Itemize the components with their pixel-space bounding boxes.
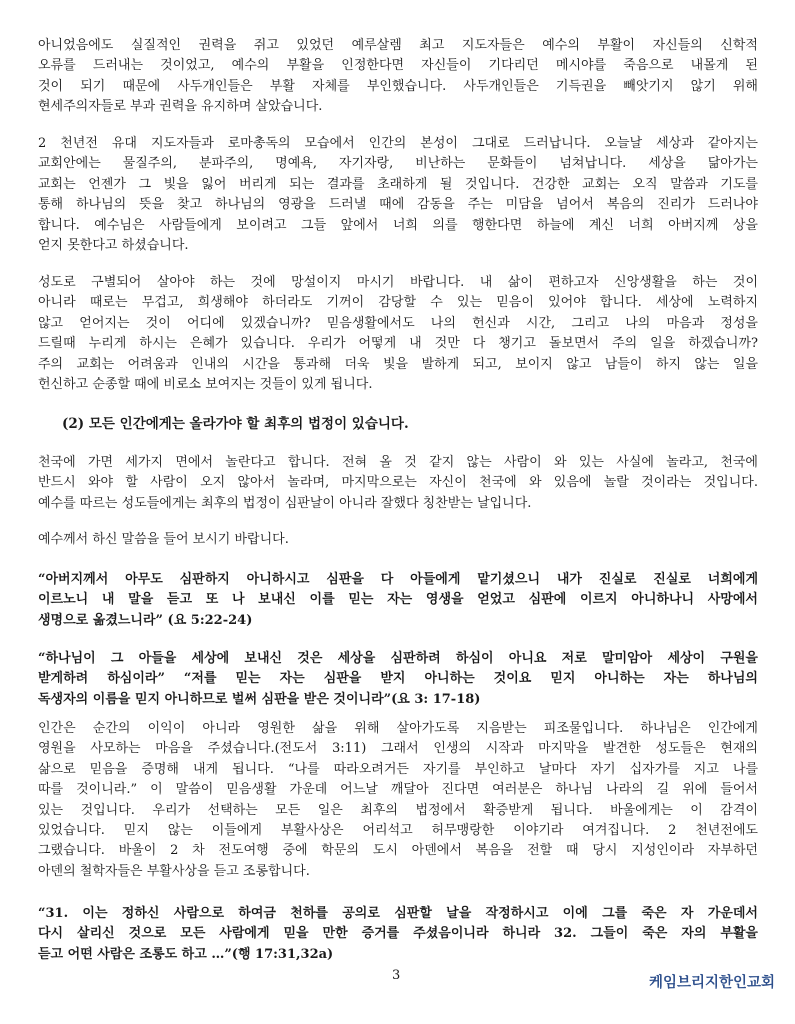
text-line: 생명으로 옮겼느니라” (요 5:22-24) [38, 612, 253, 628]
text-line: 합니다. 예수님은 사람들에게 보이려고 그들 앞에서 너희 의를 행한다면 하늘에 계신 너희 아버지께 상을 [38, 217, 758, 233]
text-line: 드릴때 누리게 하시는 은혜가 있습니다. 우리가 어떻게 내 것만 다 챙기고 돌보면서 주의 일을 하겠습니까? [38, 336, 758, 352]
text-line: 현세주의자들로 부과 권력을 유지하며 살았습니다. [38, 99, 323, 115]
paragraph-devotion [38, 273, 758, 395]
paragraph-intro-quote [38, 530, 758, 550]
text-line: 2 천년전 유대 지도자들과 로마총독의 모습에서 인간의 본성이 그대로 드러납니다. 오늘날 세상과 같아지는 [38, 136, 758, 151]
text-line: 통해 하나님의 뜻을 찾고 하나님의 영광을 드러낼 때에 감동을 주는 미담을 넘어서 복음의 진리가 드러나야 [38, 197, 758, 213]
text-line: 받게하려 하심이라” “저를 믿는 자는 심판을 받지 아니하는 것이요 믿지 아니하는 자는 하나님의 [38, 671, 758, 687]
text-line: 얻지 못한다고 하셨습니다. [38, 238, 189, 254]
text-line: 교회안에는 물질주의, 분파주의, 명예욕, 자기자랑, 비난하는 문화들이 넘쳐납니다. 세상을 닮아가는 [38, 156, 758, 172]
paragraph-eternity [38, 719, 758, 882]
quote-john-5 [38, 570, 758, 631]
text-line: 오류를 드러내는 것이었고, 예수의 부활을 인정한다면 자신들이 기다리던 메시야를 죽음으로 내몰게 된 [38, 58, 758, 74]
text-line: 예수께서 하신 말씀을 들어 보시기 바랍니다. [38, 532, 289, 547]
text-line: “아버지께서 아무도 심판하지 아니하시고 심판을 다 아들에게 맡기셨으니 내가 진실로 진실로 너희에게 [38, 572, 758, 587]
text-line: 영원을 사모하는 마음을 주셨습니다.(전도서 3:11) 그래서 인생의 시작과 마지막을 발견한 성도들은 현재의 [38, 741, 758, 757]
text-line: “하나님이 그 아들을 세상에 보내신 것은 세상을 심판하려 하심이 아니요 저로 말미암아 세상이 구원을 [38, 651, 758, 666]
text-line: 교회는 언젠가 그 빛을 잃어 버리게 되는 결과를 초래하게 될 것입니다. 건강한 교회는 오직 말씀과 기도를 [38, 176, 758, 192]
text-line: 있었습니다. 믿지 않는 이들에게 부활사상은 어리석고 허무맹랑한 이야기라 여겨집니다. 2 천년전에도 [38, 823, 758, 839]
quote-acts-17 [38, 904, 758, 965]
text-line: 이르노니 내 말을 듣고 또 나 보내신 이를 믿는 자는 영생을 얻었고 심판에 이르지 아니하나니 사망에서 [38, 592, 758, 608]
text-line: 다시 살리신 것으로 모든 사람에게 믿을 만한 증거를 주셨음이니라 하니라 32. 그들이 죽은 자의 부활을 [38, 926, 758, 942]
text-line: 아덴의 철학자들은 부활사상을 듣고 조롱합니다. [38, 863, 310, 879]
text-line: 아니라 때로는 무겁고, 희생해야 하더라도 기꺼이 감당할 수 있는 믿음이 있어야 합니다. 세상에 노력하지 [38, 295, 758, 311]
text-line: 듣고 어떤 사람은 조롱도 하고 …”(행 17:31,32a) [38, 946, 334, 962]
text-line: 인간은 순간의 이익이 아니라 영원한 삶을 위해 살아가도록 지음받는 피조물입니다. 하나님은 인간에게 [38, 721, 758, 736]
paragraph-sadducees [38, 36, 758, 118]
text-line: 헌신하고 순종할 때에 비로소 보여지는 것들이 있게 됩니다. [38, 377, 373, 393]
church-name: 케임브리지한인교회 [648, 975, 775, 991]
text-line: 예수를 따르는 성도들에게는 최후의 법정이 심판날이 아니라 잘했다 칭찬받는 날입니다. [38, 495, 532, 511]
text-line: 천국에 가면 세가지 면에서 놀란다고 합니다. 전혀 올 것 같지 않는 사람이 와 있는 사실에 놀라고, 천국에 [38, 455, 758, 470]
section-heading: (2) 모든 인간에게는 올라가야 할 최후의 법정이 있습니다. [62, 416, 409, 432]
text-line: 주의 교회는 어려움과 인내의 시간을 통과해 더욱 빛을 발하게 되고, 보이지 않고 남들이 하지 않는 일을 [38, 356, 758, 372]
text-line: “31. 이는 정하신 사람으로 하여금 천하를 공의로 심판할 날을 작정하시고 이에 그를 죽은 자 가운데서 [38, 906, 758, 921]
text-line: 그랬습니다. 바울이 2 차 전도여행 중에 학문의 도시 아덴에서 복음을 전할 때 당시 지성인이라 자부하던 [38, 843, 758, 859]
quote-john-3 [38, 649, 758, 710]
paragraph-heaven [38, 453, 758, 514]
paragraph-human-nature [38, 134, 758, 256]
text-line: 성도로 구별되어 살아야 하는 것에 망설이지 마시기 바랍니다. 내 삶이 편하고자 신앙생활을 하는 것이 [38, 275, 758, 290]
text-line: 것이 되기 때문에 사두개인들은 부활 자체를 부인했습니다. 사두개인들은 기득권을 빼앗기지 않기 위해 [38, 78, 758, 94]
text-line: 반드시 와야 할 사람이 오지 않아서 놀라며, 마지막으로는 자신이 천국에 와 있음에 놀랄 것이라는 것입니다. [38, 475, 758, 491]
text-line: 독생자의 이름을 믿지 아니하므로 벌써 심판을 받은 것이니라”(요 3: 17-18) [38, 691, 481, 707]
text-line: 않고 얻어지는 것이 어디에 있겠습니까? 믿음생활에서도 나의 헌신과 시간, 그리고 나의 마음과 정성을 [38, 315, 758, 331]
text-line: 있는 것입니다. 우리가 선택하는 모든 일은 최후의 법정에서 확증받게 됩니다. 바울에게는 이 감격이 [38, 802, 758, 818]
text-line: 아니었음에도 실질적인 권력을 쥐고 있었던 예루살렘 최고 지도자들은 예수의 부활이 자신들의 신학적 [38, 38, 758, 53]
text-line: 삶으로 믿음을 증명해 내게 됩니다. “나를 따라오려거든 자기를 부인하고 날마다 자기 십자가를 지고 나를 [38, 761, 758, 777]
page-number: 3 [392, 968, 401, 983]
text-line: 따를 것이니라.” 이 말씀이 믿음생활 가운데 어느날 깨달아 진다면 여러분은 하나님 나라의 길 위에 들어서 [38, 782, 758, 798]
